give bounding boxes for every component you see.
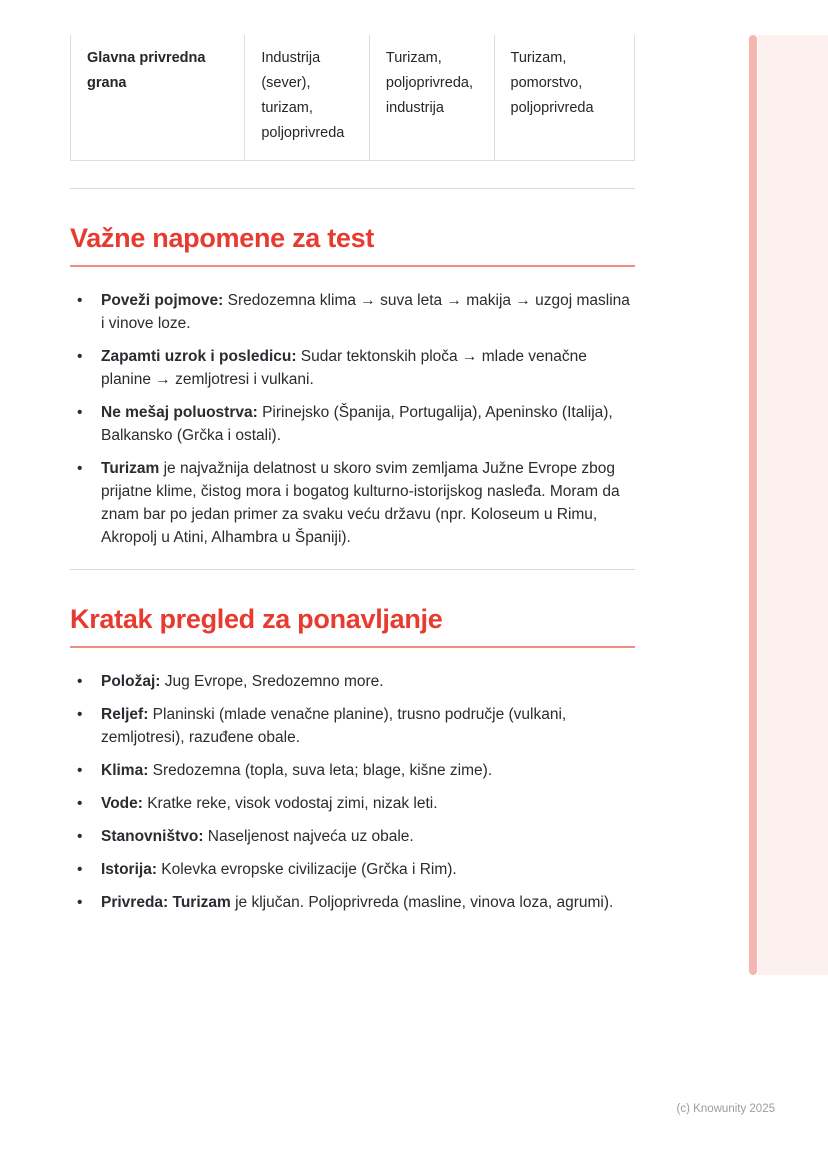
- list-item-text: [101, 759, 492, 782]
- list-item: [70, 345, 635, 391]
- list-item: [70, 457, 635, 549]
- section-title-kratak-pregled: Kratak pregled za ponavljanje: [70, 604, 443, 634]
- item-body: Sredozemna klima → suva leta → makija → uzgoj maslina i vinove loze.: [101, 292, 630, 332]
- economy-table-fragment: [70, 35, 635, 161]
- list-item-text: [101, 289, 635, 335]
- copyright-note: (c) Knowunity 2025: [676, 1103, 775, 1115]
- page-edge-panel: [758, 35, 828, 975]
- item-lead: Poveži pojmove:: [101, 292, 224, 309]
- item-lead: Istorija:: [101, 861, 157, 878]
- document-content: [70, 0, 635, 924]
- item-lead: Ne mešaj poluostrva:: [101, 404, 258, 421]
- list-item-text: [101, 792, 438, 815]
- section-divider: [70, 569, 635, 570]
- item-body: Sudar tektonskih ploča → mlade venačne planine → zemljotresi i vulkani.: [101, 348, 587, 388]
- section-title-vazne-napomene: Važne napomene za test: [70, 223, 375, 253]
- list-item-text: [101, 858, 457, 881]
- list-item-text: [101, 825, 414, 848]
- item-body: Jug Evrope, Sredozemno more.: [160, 673, 384, 690]
- item-lead: Turizam: [101, 460, 160, 477]
- item-body: Sredozemna (topla, suva leta; blage, kišne zime).: [148, 762, 493, 779]
- notes-list-vazne-napomene: [70, 289, 635, 549]
- item-lead: Klima:: [101, 762, 149, 779]
- notes-list-kratak-pregled: [70, 670, 635, 914]
- table-cell: Turizam, poljoprivreda, industrija: [370, 35, 495, 160]
- list-item: [70, 792, 635, 815]
- list-item: [70, 891, 635, 914]
- list-item: [70, 825, 635, 848]
- list-item-text: [101, 703, 635, 749]
- item-lead: Položaj:: [101, 673, 161, 690]
- item-lead: Reljef:: [101, 706, 149, 723]
- list-item: [70, 759, 635, 782]
- scrollbar-thumb[interactable]: [749, 35, 757, 975]
- list-item-text: [101, 345, 635, 391]
- table-cell: Turizam, pomorstvo, poljoprivreda: [510, 50, 594, 116]
- item-body: Pirinejsko (Španija, Portugalija), Apeninsko (Italija), Balkansko (Grčka i ostali).: [101, 404, 613, 444]
- item-body: Naseljenost najveća uz obale.: [203, 828, 414, 845]
- table-row-header: Glavna privredna grana: [71, 35, 245, 160]
- item-body: Kratke reke, visok vodostaj zimi, nizak leti.: [142, 795, 438, 812]
- item-lead: Vode:: [101, 795, 143, 812]
- table-cell: Industrija (sever), turizam, poljoprivreda: [245, 35, 370, 160]
- title-underline: [70, 646, 635, 648]
- list-item: [70, 401, 635, 447]
- item-body: Planinski (mlade venačne planine), trusno područje (vulkani, zemljotresi), razuđene obale.: [101, 706, 567, 746]
- item-body: Kolevka evropske civilizacije (Grčka i Rim).: [156, 861, 457, 878]
- list-item-text: [101, 401, 635, 447]
- list-item: [70, 858, 635, 881]
- item-body: je ključan. Poljoprivreda (masline, vinova loza, agrumi).: [230, 894, 614, 911]
- list-item-text: [101, 891, 613, 914]
- item-lead: Zapamti uzrok i posledicu:: [101, 348, 297, 365]
- title-underline: [70, 265, 635, 267]
- item-lead: Stanovništvo:: [101, 828, 204, 845]
- item-lead: Privreda: Turizam: [101, 894, 231, 911]
- list-item-text: [101, 670, 384, 693]
- list-item-text: [101, 457, 635, 549]
- item-body: je najvažnija delatnost u skoro svim zemljama Južne Evrope zbog prijatne klime, čistog mora i bogatog kulturno-istorijskog nasleđa. Moram da znam bar po jedan primer za svaku veću državu (npr. Koloseum u Rimu, Akropolj u Atini, Alhambra u Španiji).: [101, 460, 620, 546]
- section-divider: [70, 188, 635, 189]
- list-item: [70, 703, 635, 749]
- list-item: [70, 289, 635, 335]
- list-item: [70, 670, 635, 693]
